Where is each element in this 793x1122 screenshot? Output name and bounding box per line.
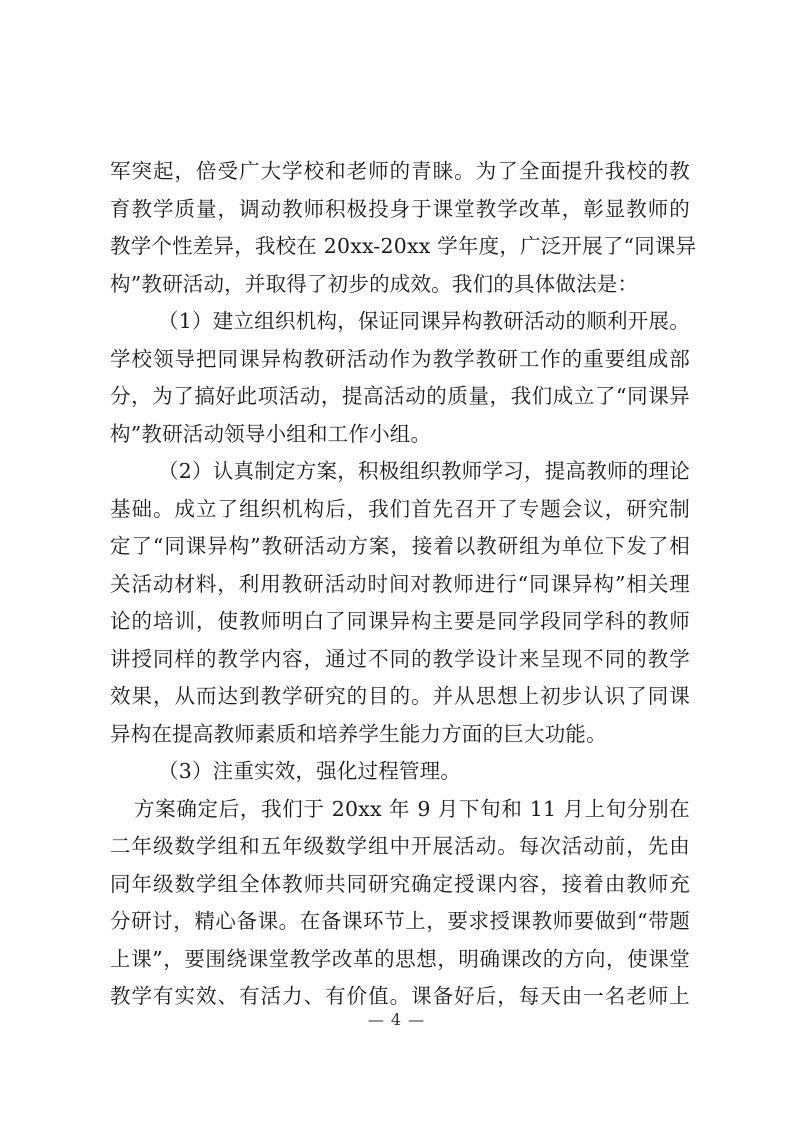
text-line: 构”教研活动，并取得了初步的成效。我们的具体做法是： xyxy=(110,271,639,296)
text-line: 同年级数学组全体教师共同研究确定授课内容，接着由教师充 xyxy=(110,871,690,896)
text-line: 讲授同样的教学内容，通过不同的教学设计来呈现不同的教学 xyxy=(110,646,690,671)
text-line: 学校领导把同课异构教研活动作为教学教研工作的重要组成部 xyxy=(110,346,690,371)
text-line: 育教学质量，调动教师积极投身于课堂教学改革，彰显教师的 xyxy=(110,196,690,221)
text-line: 方案确定后，我们于 20xx 年 9 月下旬和 11 月上旬分别在 xyxy=(134,796,690,821)
section-heading-2: （2）认真制定方案，积极组织教师学习，提高教师的理论 xyxy=(158,459,690,483)
text-line: 分研讨，精心备课。在备课环节上，要求授课教师要做到“带题 xyxy=(110,909,690,933)
text-line: 上课”，要围绕课堂教学改革的思想，明确课改的方向，使课堂 xyxy=(110,946,690,971)
text-line: 分，为了搞好此项活动，提高活动的质量，我们成立了“同课异 xyxy=(110,384,690,408)
text-line: 构”教研活动领导小组和工作小组。 xyxy=(110,421,432,446)
text-line: 定了“同课异构”教研活动方案，接着以教研组为单位下发了相 xyxy=(110,534,690,558)
document-body xyxy=(110,153,697,1016)
text-line: 关活动材料，利用教研活动时间对教师进行“同课异构”相关理 xyxy=(110,571,690,596)
text-line: 效果，从而达到教学研究的目的。并从思想上初步认识了同课 xyxy=(110,684,690,708)
text-line: 异构在提高教师素质和培养学生能力方面的巨大功能。 xyxy=(110,721,607,746)
text-line: 论的培训，使教师明白了同课异构主要是同学段同学科的教师 xyxy=(110,609,690,633)
text-line: 军突起，倍受广大学校和老师的青睐。为了全面提升我校的教 xyxy=(110,159,690,183)
section-heading-3: （3）注重实效，强化过程管理。 xyxy=(158,759,462,783)
text-line: 基础。成立了组织机构后，我们首先召开了专题会议，研究制 xyxy=(110,496,690,521)
page-number: — 4 — xyxy=(367,1010,426,1029)
text-line: 二年级数学组和五年级数学组中开展活动。每次活动前，先由 xyxy=(110,834,690,858)
text-line: 教学个性差异，我校在 20xx-20xx 学年度，广泛开展了“同课异 xyxy=(110,234,697,258)
text-line: 教学有实效、有活力、有价值。课备好后，每天由一名老师上 xyxy=(110,984,690,1008)
section-heading-1: （1）建立组织机构，保证同课异构教研活动的顺利开展。 xyxy=(158,309,690,333)
